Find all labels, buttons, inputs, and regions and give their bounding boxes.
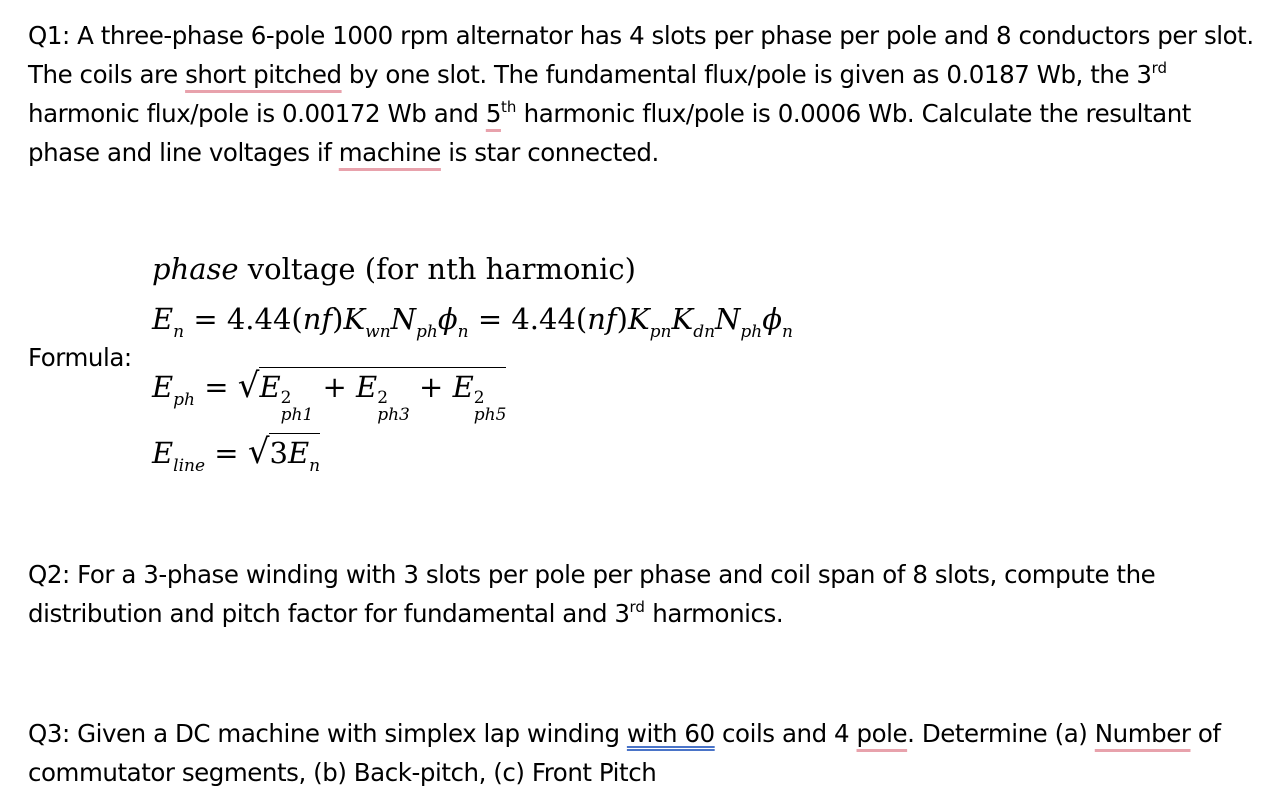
- formula-heading: phase voltage (for nth harmonic): [152, 252, 636, 286]
- q1-line-1: Q1: A three-phase 6-pole 1000 rpm alternator has 4 slots per phase per pole and 8 conductors per slot.: [28, 21, 1254, 50]
- grammar-mark[interactable]: with 60: [626, 719, 715, 748]
- formula-label: Formula:: [28, 343, 132, 372]
- q1-line-4: phase and line voltages if machine is star connected.: [28, 138, 659, 167]
- spellcheck-mark[interactable]: pole: [856, 719, 908, 748]
- formula-emf-harmonic: $E_n = 4.44(nf)K_{wn}N_{ph}\phi_n = 4.44(nf)K_{pn}K_{dn}N_{ph}\phi_n$: [152, 302, 793, 342]
- q2-line-1: Q2: For a 3-phase winding with 3 slots per pole per phase and coil span of 8 slots, compute the: [28, 560, 1156, 589]
- q3-line-2: commutator segments, (b) Back-pitch, (c) Front Pitch: [28, 758, 657, 787]
- question-3: [28, 714, 1221, 792]
- spellcheck-mark[interactable]: 5: [485, 99, 501, 128]
- q1-line-2: The coils are short pitched by one slot. The fundamental flux/pole is given as 0.0187 Wb, the 3rd: [28, 58, 1168, 89]
- formula-phase-voltage: $E_{ph} = √E$ 2 ph1 + E 2 ph3 + E 2 ph5: [152, 366, 507, 425]
- spellcheck-mark[interactable]: Number: [1094, 719, 1191, 748]
- question-1: [28, 16, 1254, 172]
- spellcheck-mark[interactable]: machine: [338, 138, 441, 167]
- q3-line-1: Q3: Given a DC machine with simplex lap winding with 60 coils and 4 pole. Determine (a) Number of: [28, 719, 1221, 748]
- question-2: [28, 555, 1155, 633]
- spellcheck-mark[interactable]: short pitched: [185, 60, 342, 89]
- q2-line-2: distribution and pitch factor for fundamental and 3rd harmonics.: [28, 597, 784, 628]
- formula-line-voltage: $E_{line} = √3E_n$: [152, 432, 321, 476]
- q1-line-3: harmonic flux/pole is 0.00172 Wb and 5th harmonic flux/pole is 0.0006 Wb. Calculate the resultant: [28, 97, 1191, 128]
